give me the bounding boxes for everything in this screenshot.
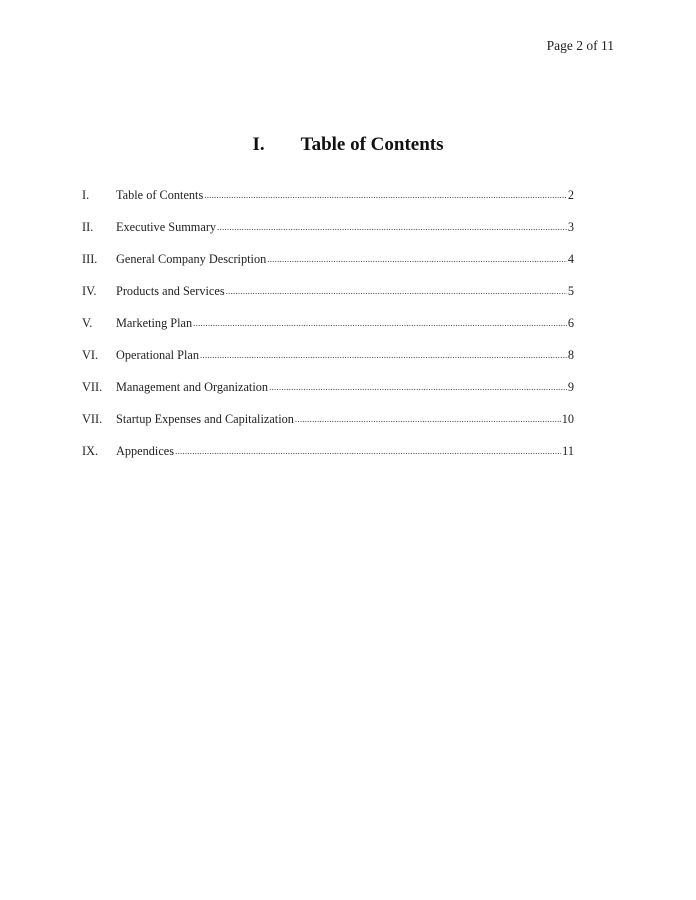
table-of-contents	[82, 188, 574, 476]
toc-entry-startup-expenses[interactable]	[82, 412, 574, 444]
toc-entry-general-company-description[interactable]	[82, 252, 574, 284]
dot-leader	[295, 414, 561, 424]
toc-entry-title[interactable]: Executive Summary	[116, 220, 217, 234]
dot-leader	[200, 350, 567, 360]
toc-entry-title[interactable]: Marketing Plan	[116, 316, 193, 330]
dot-leader	[204, 190, 567, 200]
toc-entry-title[interactable]: Startup Expenses and Capitalization	[116, 412, 294, 426]
toc-entry-page[interactable]: 10	[561, 412, 574, 426]
page-number: Page 2 of 11	[546, 38, 614, 53]
toc-entry-title[interactable]: Products and Services	[116, 284, 225, 298]
toc-entry-title[interactable]: General Company Description	[116, 252, 267, 266]
toc-entry-appendices[interactable]	[82, 444, 574, 476]
toc-entry-management-and-organization[interactable]	[82, 380, 574, 412]
dot-leader	[269, 382, 567, 392]
toc-entry-page[interactable]: 8	[567, 348, 574, 362]
dot-leader	[193, 318, 567, 328]
toc-entry-page[interactable]: 3	[567, 220, 574, 234]
toc-entry-number: IX.	[82, 444, 99, 458]
toc-entry-title[interactable]: Operational Plan	[116, 348, 199, 362]
heading-title: Table of Contents	[300, 134, 444, 155]
toc-entry-marketing-plan[interactable]	[82, 316, 574, 348]
toc-entry-number: III.	[82, 252, 98, 266]
toc-entry-number: VII.	[82, 412, 103, 426]
dot-leader	[267, 254, 567, 264]
toc-entry-products-and-services[interactable]	[82, 284, 574, 316]
toc-entry-table-of-contents[interactable]	[82, 188, 574, 220]
toc-entry-page[interactable]: 9	[567, 380, 574, 394]
toc-entry-number: VI.	[82, 348, 99, 362]
toc-entry-page[interactable]: 11	[562, 444, 574, 458]
toc-entry-title[interactable]: Appendices	[116, 444, 175, 458]
toc-entry-page[interactable]: 4	[567, 252, 574, 266]
toc-entry-number: I.	[82, 188, 90, 202]
toc-entry-page[interactable]: 6	[567, 316, 574, 330]
toc-entry-executive-summary[interactable]	[82, 220, 574, 252]
toc-entry-title[interactable]: Table of Contents	[116, 188, 204, 202]
toc-entry-page[interactable]: 5	[567, 284, 574, 298]
dot-leader	[217, 222, 567, 232]
toc-entry-title[interactable]: Management and Organization	[116, 380, 269, 394]
dot-leader	[175, 446, 561, 456]
toc-entry-number: IV.	[82, 284, 97, 298]
heading-number: I.	[252, 134, 265, 155]
toc-entry-page[interactable]: 2	[567, 188, 574, 202]
dot-leader	[226, 286, 567, 296]
toc-entry-number: V.	[82, 316, 93, 330]
toc-entry-number: VII.	[82, 380, 103, 394]
toc-entry-number: II.	[82, 220, 94, 234]
toc-entry-operational-plan[interactable]	[82, 348, 574, 380]
page-title	[0, 134, 696, 156]
